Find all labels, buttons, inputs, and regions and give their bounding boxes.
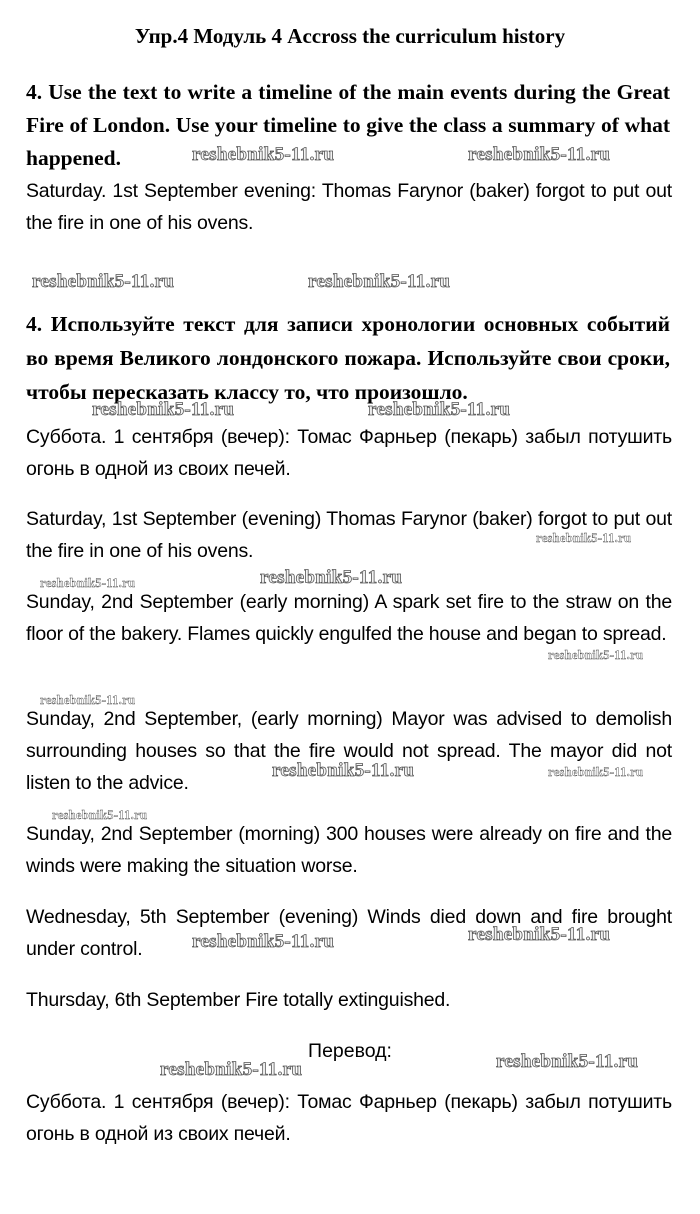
watermark: reshebnik5-11.ru <box>160 1059 303 1080</box>
task-heading-ru: 4. Используйте текст для записи хронологии основных событий во время Великого лондонского пожара. Используйте свои сроки, чтобы пересказать классу то, что произошло. <box>26 312 670 404</box>
timeline-entry-5: Wednesday, 5th September (evening) Winds died down and fire brought under control. <box>26 906 672 960</box>
translation-label: Перевод: <box>308 1040 392 1062</box>
task-heading-en: 4. Use the text to write a timeline of the main events during the Great Fire of London. Use your timeline to give the class a summary of what happened. <box>26 80 670 170</box>
watermark: reshebnik5-11.ru <box>496 1051 639 1072</box>
watermark: reshebnik5-11.ru <box>468 924 611 945</box>
watermark: reshebnik5-11.ru <box>272 760 415 781</box>
watermark: reshebnik5-11.ru <box>260 567 403 588</box>
watermark: reshebnik5-11.ru <box>40 693 136 707</box>
timeline-entry-3: Sunday, 2nd September, (early morning) Mayor was advised to demolish surrounding houses so that the fire would not spread. The mayor did not listen to the advice. <box>26 708 672 794</box>
task-answer-en: Saturday. 1st September evening: Thomas Farynor (baker) forgot to put out the fire in one of his ovens. <box>26 180 672 234</box>
watermark: reshebnik5-11.ru <box>32 271 175 292</box>
watermark: reshebnik5-11.ru <box>536 531 632 545</box>
watermark: reshebnik5-11.ru <box>52 808 148 822</box>
timeline-entry-2: Sunday, 2nd September (early morning) A spark set fire to the straw on the floor of the bakery. Flames quickly engulfed the house and began to spread. <box>26 591 672 645</box>
watermark: reshebnik5-11.ru <box>192 144 335 165</box>
page-title: Упр.4 Модуль 4 Accross the curriculum history <box>134 24 566 48</box>
watermark: reshebnik5-11.ru <box>308 271 451 292</box>
timeline-entry-6: Thursday, 6th September Fire totally extinguished. <box>26 989 451 1011</box>
watermark: reshebnik5-11.ru <box>468 144 611 165</box>
watermark: reshebnik5-11.ru <box>368 399 511 420</box>
watermark: reshebnik5-11.ru <box>192 931 335 952</box>
watermark: reshebnik5-11.ru <box>40 576 136 590</box>
watermark: reshebnik5-11.ru <box>548 765 644 779</box>
timeline-entry-1: Saturday, 1st September (evening) Thomas Farynor (baker) forgot to put out the fire in one of his ovens. <box>26 508 672 562</box>
translation-text: Суббота. 1 сентября (вечер): Томас Фарньер (пекарь) забыл потушить огонь в одной из своих печей. <box>26 1091 672 1145</box>
watermark: reshebnik5-11.ru <box>548 648 644 662</box>
timeline-entry-4: Sunday, 2nd September (morning) 300 houses were already on fire and the winds were making the situation worse. <box>26 823 672 877</box>
watermark: reshebnik5-11.ru <box>92 399 235 420</box>
task-answer-ru: Суббота. 1 сентября (вечер): Томас Фарньер (пекарь) забыл потушить огонь в одной из своих печей. <box>26 426 672 480</box>
